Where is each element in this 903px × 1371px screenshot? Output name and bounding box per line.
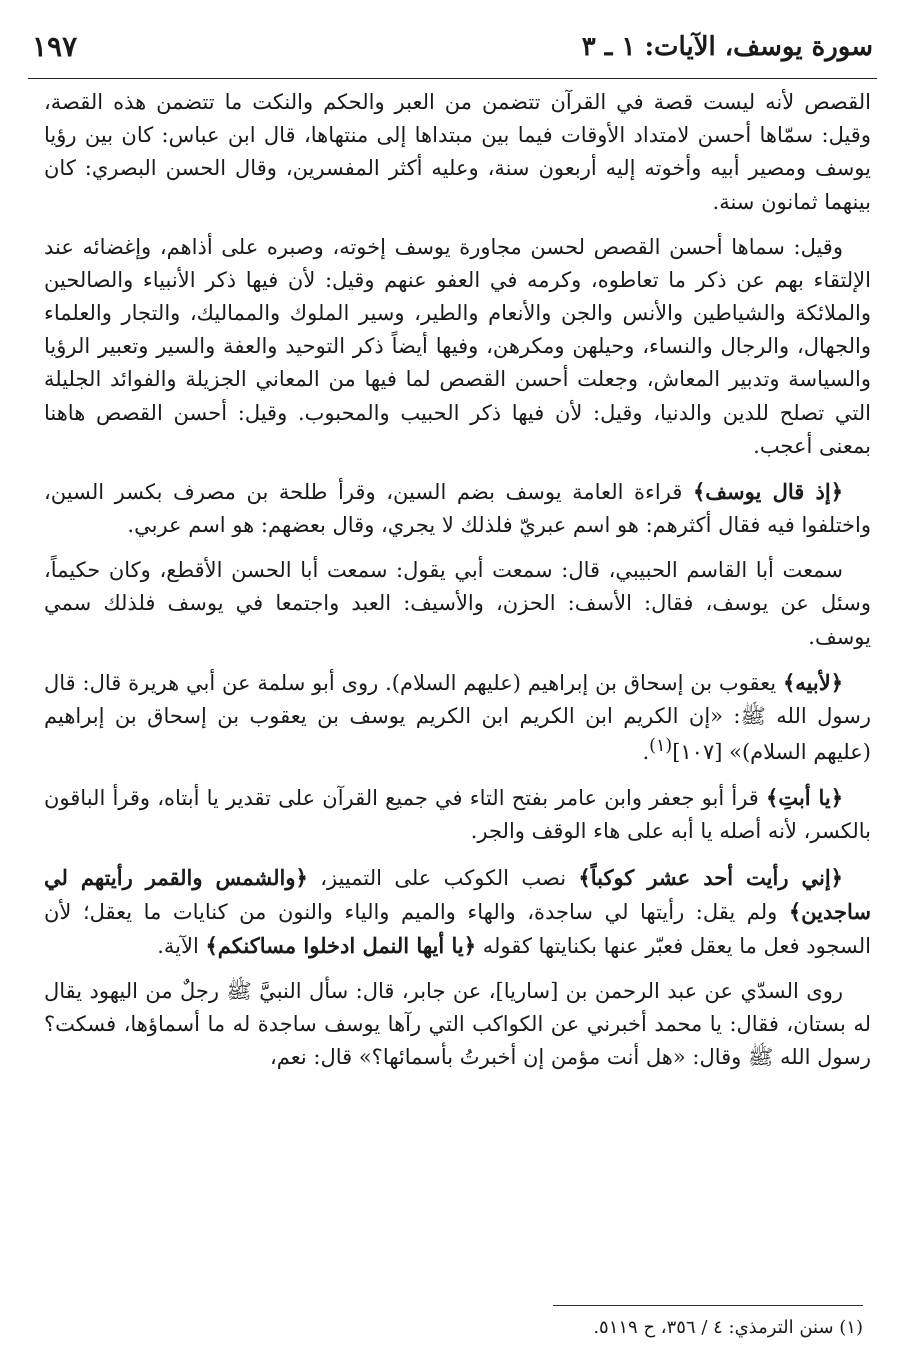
quran-quote: ﴿لأبيه﴾: [782, 669, 843, 695]
paragraph-text: الآية.: [157, 933, 206, 958]
paragraph: [44, 475, 871, 542]
paragraph: [44, 781, 871, 848]
running-title: سورة يوسف، الآيات: ١ ـ ٣: [581, 32, 873, 62]
page-header: [28, 28, 877, 79]
quran-quote: ﴿والشمس والقمر رأيتهم لي ساجدين﴾: [44, 864, 871, 924]
quran-quote: ﴿إني رأيت أحد عشر كوكباً﴾: [578, 864, 843, 890]
page-body: [44, 86, 871, 1087]
paragraph-text: قراءة العامة يوسف بضم السين، وقرأ طلحة بن مصرف بكسر السين، واختلفوا فيه فقال أكثرهم: هو اسم عبريّ فلذلك لا يجري، وقال بعضهم: هو اسم عربي.: [44, 479, 871, 538]
paragraph-text: نصب الكوكب على التمييز،: [307, 865, 579, 890]
paragraph: روى السدّي عن عبد الرحمن بن [ساريا]، عن جابر، قال: سأل النبيَّ ﷺ رجلٌ من اليهود يقال له بستان، فقال: يا محمد أخبرني عن الكواكب التي رآها يوسف ساجدة له ما أسماؤها، فسكت؟ رسول الله ﷺ وقال: «هل أنت مؤمن إن أخبرتُ بأسمائها؟» قال: نعم،: [44, 979, 871, 1070]
quran-quote: ﴿يا أيها النمل ادخلوا مساكنكم﴾: [205, 932, 477, 958]
paragraph: [44, 861, 871, 964]
footnote-rule: [553, 1305, 863, 1306]
quran-quote: ﴿يا أبتِ﴾: [766, 785, 843, 811]
paragraph: القصص لأنه ليست قصة في القرآن تتضمن من العبر والحكم والنكت ما تتضمن هذه القصة، وقيل: سمّاها أحسن لامتداد الأوقات فيما بين مبتداها إلى منتهاها، قال ابن عباس: كان بين رؤيا يوسف ومصير أبيه وأخوته إليه أربعون سنة، وعليه أكثر المفسرين، وقال الحسن البصري: كان بينهما ثمانون سنة.: [44, 90, 871, 214]
paragraph-text: قرأ أبو جعفر وابن عامر بفتح التاء في جميع القرآن على تقدير يا أبتاه، وقرأ الباقون بالكسر، لأنه أصله يا أبه على هاء الوقف والجر.: [44, 786, 871, 844]
paragraph: سمعت أبا القاسم الحبيبي، قال: سمعت أبي يقول: سمعت أبا الحسن الأقطع، وكان حكيماً، وسئل عن يوسف، فقال: الأسف: الحزن، والأسيف: العبد واجتمعا في يوسف فلذلك سمي يوسف.: [44, 558, 871, 649]
paragraph: [44, 666, 871, 770]
paragraph-text: ولم يقل: رأيتها لي ساجدة، والهاء والميم والياء والنون من كنايات ما يعقل؛ لأن السجود فعل ما يعقل فعبّر عنها بكنايتها كقوله: [44, 899, 871, 958]
quran-quote: ﴿إذ قال يوسف﴾: [693, 478, 844, 504]
paragraph-text: يعقوب بن إسحاق بن إبراهيم (عليهم السلام). روى أبو سلمة عن أبي هريرة قال: قال رسول الله ﷺ: «إن الكريم ابن الكريم ابن الكريم يوسف بن يعقوب بن إسحاق بن إبراهيم (عليهم السلام)» [١٠٧]: [44, 670, 871, 765]
paragraph-end: .: [642, 740, 650, 765]
footnote: (١) سنن الترمذي: ٤ / ٣٥٦، ح ٥١١٩.: [593, 1317, 863, 1338]
footnote-ref: (١): [649, 736, 673, 757]
page-number: ١٩٧: [32, 30, 78, 63]
paragraph: وقيل: سماها أحسن القصص لحسن مجاورة يوسف إخوته، وصبره على أذاهم، وإغضائه عند الإلتقاء بهم عن ذكر ما تعاطوه، وكرمه في العفو عنهم وقيل: لأن فيها ذكر الأنبياء والصالحين والملائكة والشياطين والأنس والجن والأنعام والطير، وسير الملوك والمماليك، والتجار والعلماء والجهال، والرجال والنساء، وحيلهن ومكرهن، وفيها أيضاً ذكر التوحيد والعفة والسير وتعبير الرؤيا والسياسة وتدبير المعاش، وجعلت أحسن القصص لما فيها من المعاني الجزيلة والفوائد الجليلة التي تصلح للدين والدنيا، وقيل: لأن فيها ذكر الحبيب والمحبوب. وقيل: أحسن القصص هاهنا بمعنى أعجب.: [44, 234, 871, 458]
